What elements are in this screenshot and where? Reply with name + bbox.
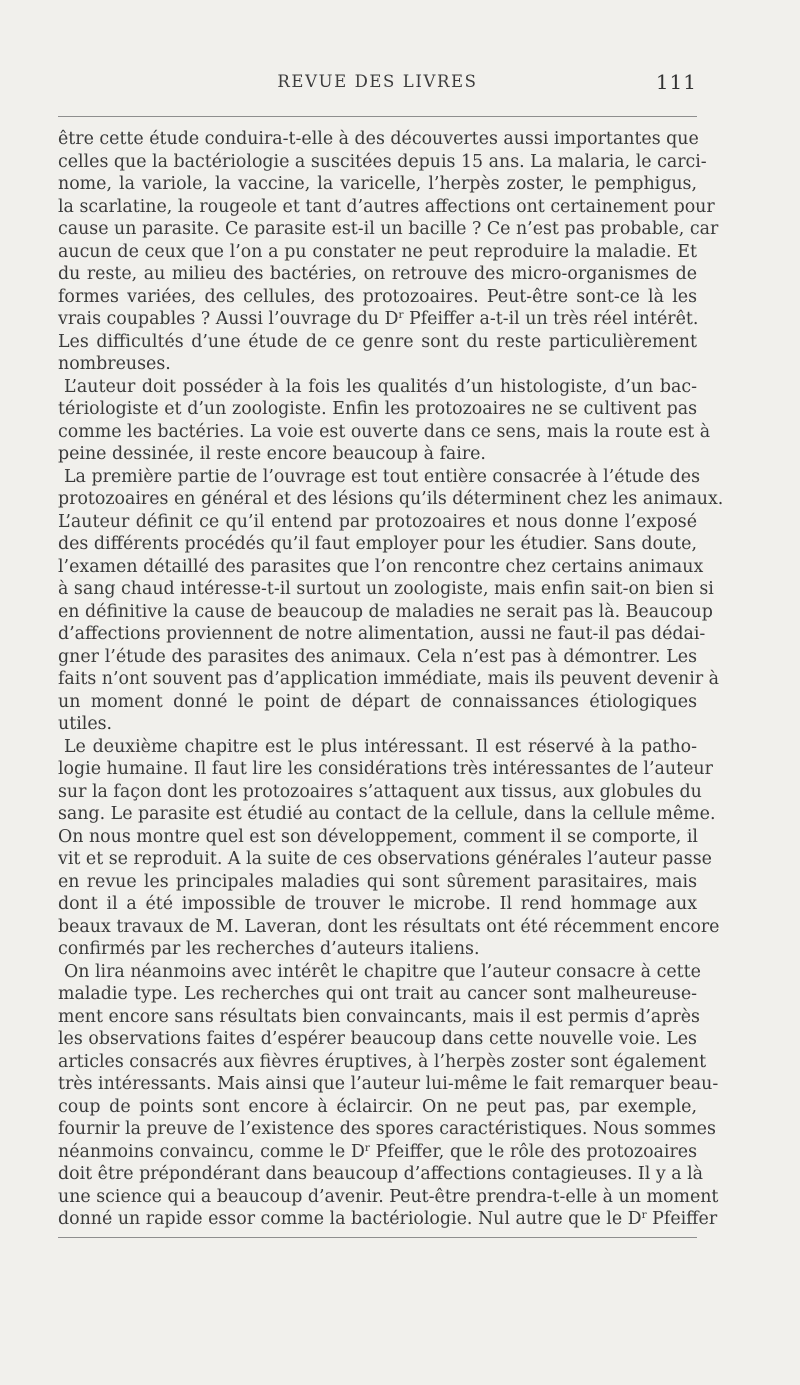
body-text (58, 128, 724, 1231)
superscript: r (398, 309, 404, 321)
text-line: d’affections proviennent de notre alimentation, aussi ne faut-il pas dédai- (58, 624, 706, 644)
text-segment: vrais coupables ? Aussi l’ouvrage du D (58, 309, 399, 329)
text-segment: néanmoins convaincu, comme le D (58, 1141, 365, 1162)
text-line: On lira néanmoins avec intérêt le chapitre que l’auteur consacre à cette (64, 961, 701, 982)
text-line: coup de points sont encore à éclaircir. On ne peut pas, par exemple, (58, 1096, 697, 1117)
text-line: confirmés par les recherches d’auteurs italiens. (58, 939, 480, 959)
text-line: faits n’ont souvent pas d’application immédiate, mais ils peuvent devenir à (58, 669, 720, 689)
text-segment: Pfeiffer (646, 1209, 718, 1229)
text-line: gner l’étude des parasites des animaux. Cela n’est pas à démontrer. Les (58, 646, 697, 667)
text-line: à sang chaud intéresse-t-il surtout un zoologiste, mais enfin sait-on bien si (58, 579, 714, 599)
text-line (58, 1208, 718, 1231)
text-line: cause un parasite. Ce parasite est-il un bacille ? Ce n’est pas probable, car (58, 219, 719, 239)
text-line: une science qui a beaucoup d’avenir. Peut-être prendra-t-elle à un moment (58, 1186, 719, 1207)
text-line: les observations faites d’espérer beaucoup dans cette nouvelle voie. Les (58, 1029, 697, 1049)
text-line: celles que la bactériologie a suscitées depuis 15 ans. La malaria, le carci- (58, 151, 707, 172)
text-line: fournir la preuve de l’existence des spores caractéristiques. Nous sommes (58, 1119, 716, 1139)
text-line (58, 1141, 697, 1164)
text-line: nombreuses. (58, 354, 171, 374)
text-line: du reste, au milieu des bactéries, on retrouve des micro-organismes de (58, 264, 697, 284)
text-line: des différents procédés qu’il faut employer pour les étudier. Sans doute, (58, 534, 697, 554)
text-line: beaux travaux de M. Laveran, dont les résultats ont été récemment encore (58, 916, 720, 937)
text-line: sang. Le parasite est étudié au contact de la cellule, dans la cellule même. (58, 804, 716, 824)
text-line: vit et se reproduit. A la suite de ces observations générales l’auteur passe (58, 849, 712, 869)
text-line: l’examen détaillé des parasites que l’on rencontre chez certains animaux (58, 556, 704, 577)
bottom-rule (58, 1237, 697, 1238)
text-line (58, 308, 697, 331)
text-segment: Pfeiffer a-t-il un très réel intérêt. (403, 309, 699, 329)
text-line: aucun de ceux que l’on a pu constater ne peut reproduire la maladie. Et (58, 241, 697, 262)
text-line: formes variées, des cellules, des protozoaires. Peut-être sont-ce là les (58, 286, 697, 307)
text-line: en définitive la cause de beaucoup de maladies ne serait pas là. Beaucoup (58, 601, 713, 622)
text-line: logie humaine. Il faut lire les considérations très intéressantes de l’auteur (58, 759, 713, 779)
text-line: être cette étude conduira-t-elle à des découvertes aussi importantes que (58, 129, 699, 149)
superscript: r (364, 1141, 370, 1154)
text-line: sur la façon dont les protozoaires s’attaquent aux tissus, aux globules du (58, 781, 702, 802)
text-line: protozoaires en général et des lésions qu’ils déterminent chez les animaux. (58, 489, 724, 509)
text-line: dont il a été impossible de trouver le microbe. Il rend hommage aux (58, 894, 697, 914)
text-line: On nous montre quel est son développement, comment il se comporte, il (58, 826, 698, 847)
text-line: L’auteur doit posséder à la fois les qualités d’un histologiste, d’un bac- (64, 376, 697, 397)
page-header (58, 72, 697, 96)
text-line: L’auteur définit ce qu’il entend par protozoaires et nous donne l’exposé (58, 511, 697, 532)
text-line: très intéressants. Mais ainsi que l’auteur lui-même le fait remarquer beau- (58, 1074, 719, 1094)
text-line: la scarlatine, la rougeole et tant d’autres affections ont certainement pour (58, 196, 715, 217)
text-line: utiles. (58, 714, 113, 734)
text-line: comme les bactéries. La voie est ouverte dans ce sens, mais la route est à (58, 421, 711, 442)
superscript: r (641, 1209, 647, 1221)
text-line: maladie type. Les recherches qui ont trait au cancer sont malheureuse- (58, 984, 697, 1004)
text-line: articles consacrés aux fièvres éruptives, à l’herpès zoster sont également (58, 1051, 707, 1072)
header-rule (58, 116, 697, 117)
text-line: nome, la variole, la vaccine, la varicelle, l’herpès zoster, le pemphigus, (58, 174, 697, 194)
text-line: La première partie de l’ouvrage est tout entière consacrée à l’étude des (64, 466, 701, 487)
text-line: tériologiste et d’un zoologiste. Enfin les protozoaires ne se cultivent pas (58, 399, 697, 419)
text-segment: Pfeiffer, que le rôle des protozoaires (369, 1141, 698, 1162)
text-line: Les difficultés d’une étude de ce genre sont du reste particulièrement (58, 331, 697, 352)
text-line: doit être prépondérant dans beaucoup d’affections contagieuses. Il y a là (58, 1164, 704, 1184)
text-segment: donné un rapide essor comme la bactériologie. Nul autre que le D (58, 1209, 642, 1229)
text-line: en revue les principales maladies qui sont sûrement parasitaires, mais (58, 871, 697, 892)
page-number: 111 (655, 70, 697, 94)
running-title: REVUE DES LIVRES (277, 72, 478, 91)
text-line: ment encore sans résultats bien convaincants, mais il est permis d’après (58, 1006, 700, 1027)
text-line: Le deuxième chapitre est le plus intéressant. Il est réservé à la patho- (64, 736, 697, 757)
text-line: peine dessinée, il reste encore beaucoup à faire. (58, 444, 486, 464)
text-line: un moment donné le point de départ de connaissances étiologiques (58, 691, 697, 712)
